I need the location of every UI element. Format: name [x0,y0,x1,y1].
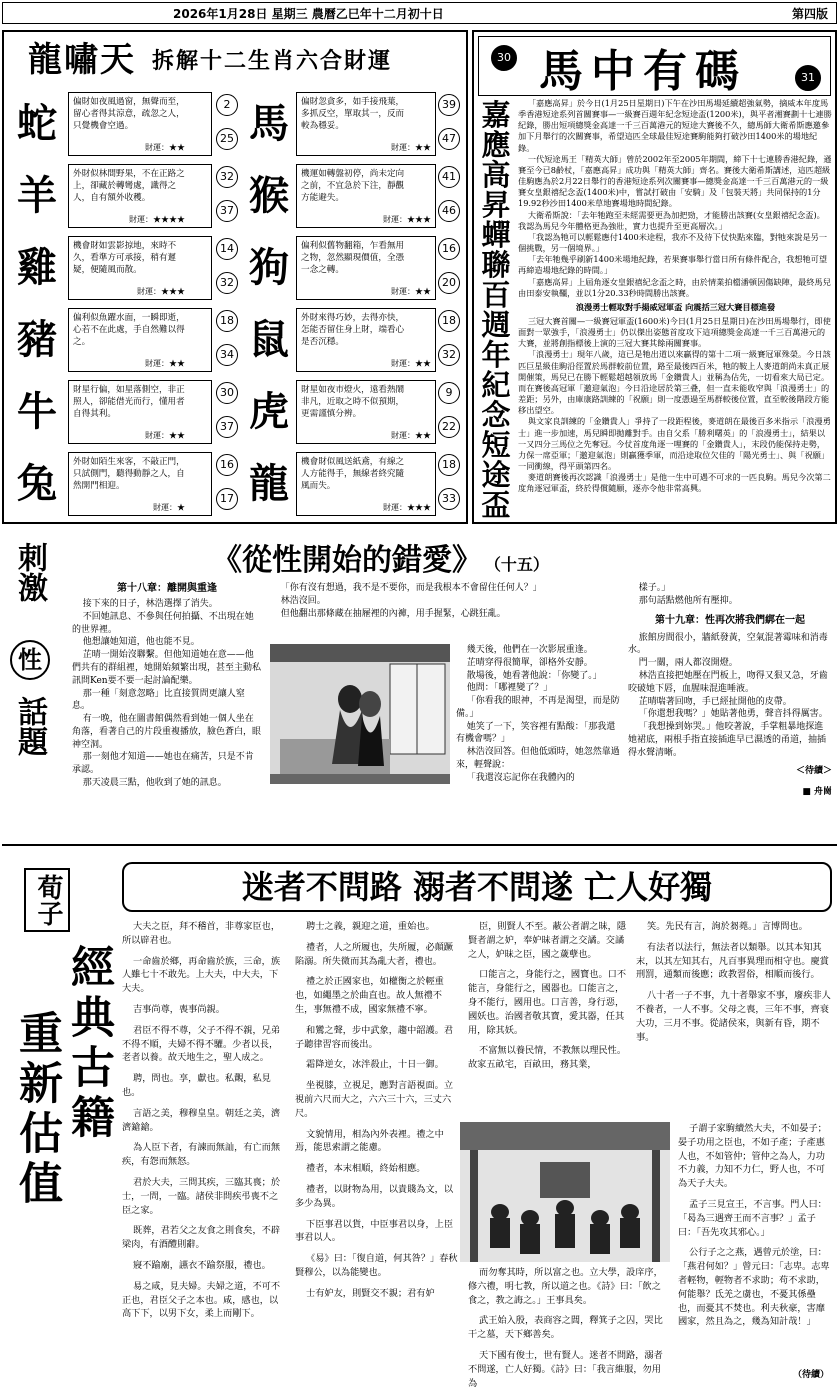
classic-paragraph: 聘士之義，親迎之道，重始也。 [306,921,435,932]
lucky-number: 30 [216,382,238,404]
fortune-text: 機會財如雲影掠地，來時不久，看準方可承接，稍有遲疑，便隨風而散。 [73,241,177,276]
lucky-number: 18 [438,454,460,476]
novel-paragraph: 「你還想我嗎？」她貼著他勇，聲音抖得厲害。 [638,709,828,720]
zodiac-box-left [68,308,212,372]
novel-paragraph: 有一晚，他在圖書館偶然看到她一個人坐在角落，看著自己的片段重複播放，臉色蒼白，眼神空洞。 [72,714,262,750]
zodiac-box-left [68,236,212,300]
zodiac-sign-left: 兔 [17,460,57,507]
chapter-18-heading: 第十八章：離開與重逢 [117,583,217,594]
lucky-number: 2 [216,94,238,116]
zodiac-subtitle: 拆解十二生肖六合財運 [152,48,393,74]
fortune-stars: 財運：★★★★ [129,214,185,224]
racing-section [472,30,837,524]
zodiac-box-right [296,92,436,156]
classics-illustration [460,1122,670,1262]
lucky-number: 17 [216,488,238,510]
novel-side-title [8,536,58,836]
lucky-number: 18 [216,310,238,332]
zodiac-section [2,30,468,524]
lucky-number: 14 [216,238,238,260]
novel-paragraph: 「我想操到妳哭。」他咬著說，手掌粗暴地探進她裙底，兩根手指直接插進早已濕透的甬道，抽插得水聲清晰。 [628,722,827,758]
article-paragraph: 三冠大賽首關—一級賽冠軍盃(1600米)今日(1月25日星期日)在沙田馬場舉行，即使面對一眾強手，「浪漫勇士」仍以傑出姿態首度攻下這項總獎金高達一千三百萬港元的大賽，並將創指標後上演的三冠大賽其餘兩關賽事。 [518,315,831,349]
classics-pending: （待續） [792,1370,829,1381]
classic-paragraph: 言語之美，穆穆皇皇。朝廷之美，濟濟鎗鎗。 [122,1107,281,1133]
classic-paragraph: 一命齒於鄉，再命齒於族，三命，族人雖七十不敢先。上大夫，中大夫，下大夫。 [122,955,281,995]
novel-paragraph: 門一關，兩人都沒開燈。 [638,658,738,669]
fortune-stars: 財運：★★★ [137,286,185,296]
zodiac-sign-right: 猴 [249,172,289,219]
fortune-text: 財星行偏，如星落側空，非正照人，卻能借光而行，懂用者自得其利。 [73,385,185,420]
zodiac-sign-left: 牛 [17,388,57,435]
classic-paragraph: 禮者，以財物為用，以貴賤為文，以多少為異。 [295,1183,454,1209]
fortune-stars: 財運：★★★ [383,502,431,512]
novel-paragraph: 「我還沒忘記你在我體內的 [466,772,575,783]
novel-paragraph: 那一刻他才知道——她也在痛苦，只是不肯承認。 [72,752,254,776]
fortune-stars: 財運：★★ [145,430,185,440]
novel-paragraph: 「你看我的眼神，不再是渴望，而是防備。」 [456,696,620,719]
fortune-stars: 財運：★ [153,502,185,512]
classic-paragraph: 臣，則賢人不至。蔽公者謂之昧，隱賢者謂之妒，奉妒昧者謂之交譎。交譎之人，妒昧之臣，國之薉孽也。 [468,921,627,960]
racing-brand: 馬中有碼 [539,46,747,97]
novel-illustration [270,644,450,784]
classic-paragraph: 霜降逆女，冰泮殺止，十日一御。 [306,1059,444,1071]
racing-vertical-title [476,100,516,520]
novel-section [2,530,837,846]
fortune-text: 外財來得巧妙，去得亦快，怎能否留住身上財，端看心是否沉穩。 [301,313,405,348]
zodiac-sign-left: 羊 [17,172,57,219]
novel-paragraph: 但他翻出那條藏在抽屜裡的內褲，用手握緊，心跳狂亂。 [280,608,506,619]
classic-paragraph: 和鸞之聲，步中武象，趨中韶護。君子聽律習容而後出。 [295,1024,454,1050]
classic-paragraph: 禮之於正國家也，如權衡之於輕重也，如繩墨之於曲直也。故人無禮不生，事無禮不成，國家無禮不寧。 [295,976,444,1015]
zodiac-box-right [296,308,436,372]
zodiac-box-left [68,452,212,516]
classic-paragraph: 《易》曰：「復自道，何其咎？」春秋賢穆公，以為能變也。 [295,1253,458,1278]
lucky-number: 46 [438,200,460,222]
lucky-number: 37 [216,416,238,438]
article-paragraph: 「我認為牠可以輕鬆應付1400米途程，我亦不及待下仗快點來臨，對牠來說是另一個挑戰，另一個境界。」 [518,231,828,254]
novel-paragraph: 旅館房間很小，牆紙發黃，空氣混著霉味和消毒水。 [628,632,828,656]
novel-paragraph: 林浩直接把她壓在門板上，吻得又狠又急，牙齒咬破她下唇，血腥味混進唾液。 [628,671,828,694]
lucky-number: 20 [438,272,460,294]
classic-paragraph: 口能言之，身能行之，國寶也。口不能言，身能行之，國器也。口能言之，身不能行，國用也。口言善，身行惡，國妖也。治國者敬其寶，愛其器，任其用，除其妖。 [468,969,627,1036]
novel-paragraph: 散場後，她看著他說：「你變了。」 [466,670,602,681]
zodiac-box-left [68,92,212,156]
classics-series-1: 經典古籍 [63,944,114,1144]
lucky-number: 33 [438,488,460,510]
classics-col-3 [468,920,628,1072]
novel-title-text: 《從性開始的錯愛》 [212,543,482,578]
lucky-number: 16 [438,238,460,260]
chapter-19-heading: 第十九章：性再次將我們綁在一起 [655,614,805,626]
racing-article [518,98,833,522]
classic-paragraph: 武王始入殷，表商容之閭，釋箕子之囚，哭比干之墓，天下鄉善矣。 [468,1315,663,1341]
lucky-number: 47 [438,128,460,150]
fortune-text: 偏財如夜風過窗，無聲而至，留心者得其涼意，疏忽之人，只覺機會空過。 [73,97,185,132]
article-paragraph: 「去年牠幾乎刷新1400米場地紀錄，若果賽事舉行當日所有條件配合，我想牠可望再締造場地紀錄的時間。」 [518,254,828,276]
fortune-stars: 財運：★★ [391,142,431,152]
novel-paragraph: 他想讓她知道，他也能不見。 [82,637,200,648]
classics-section [2,852,837,1389]
fortune-stars: 財運：★★ [145,358,185,368]
side-title-bottom: 話題 [12,696,47,756]
classics-series-2: 重新估值 [11,1010,62,1210]
classic-paragraph: 易之咸，見夫婦。夫婦之道，不可不正也，君臣父子之本也。咸，感也，以高下下，以男下女，柔上而剛下。 [122,1280,281,1320]
classic-paragraph: 既葬，君若父之友食之則食矣，不辟梁肉，有酒醴則辭。 [122,1225,281,1251]
classic-paragraph: 不富無以養民情，不教無以理民性。故家五畝宅，百畝田，務其業， [468,1045,627,1071]
lucky-number: 32 [216,272,238,294]
racing-banner [478,36,831,96]
zodiac-box-right [296,380,436,444]
novel-col-1 [72,582,262,840]
novel-paragraph: 芷晴穿得很簡單，卻格外安靜。 [466,657,593,668]
header-date: 2026年1月28日 星期三 農曆乙巳年十二月初十日 [173,7,444,21]
racing-title: 嘉 應 高 昇 蟬 聯 百 週 年 紀 念 短 途 盃 [481,98,511,522]
lucky-number: 34 [216,344,238,366]
zodiac-sign-right: 馬 [249,100,289,147]
zodiac-box-right [296,164,436,228]
article-paragraph: 「嘉應高昇」上屆角逐女皇銀禧紀念盃之時，由於情業拍檔潘頓因傷缺陣，最終馬兒由田泰安執韁，並以1分20.33秒時間勝出該賽。 [518,276,831,298]
novel-pending: ＜待續＞ [795,766,832,777]
zodiac-sign-right: 狗 [249,244,289,291]
novel-paragraph: 接下來的日子，林浩選擇了消失。 [82,599,218,610]
lucky-number: 22 [438,416,460,438]
fortune-stars: 財運：★★ [391,430,431,440]
novel-paragraph: 芷晴一開始沒聯繫。但他知道她在意——他們共有的群組裡，她開始頻繁出現，甚至主動私訊問Ken要不要一起討論配樂。 [72,650,262,686]
lucky-number: 39 [438,94,460,116]
fortune-text: 財星如夜市燈火，遠看熱鬧非凡，近取之時不似預期，更需謹慎分辨。 [301,385,405,420]
novel-paragraph: 林浩沒回答。但他低頭時，她忽然靠過來，輕聲說： [456,747,620,770]
classic-paragraph: 八十者一子不事，九十者舉家不事，廢疾非人不養者，一人不事。父母之喪，三年不事，齊衰大功，三月不事。從諸侯來，與新有昏，期不事。 [636,990,831,1043]
fortune-stars: 財運：★★ [145,142,185,152]
zodiac-box-right [296,452,436,516]
classic-paragraph: 吉事尚尊，喪事尚親。 [133,1003,225,1015]
novel-paragraph: 那天凌晨三點，他收到了她的訊息。 [82,777,227,788]
classic-paragraph: 為人臣下者，有諫而無訕，有亡而無疾，有怨而無怒。 [122,1142,281,1168]
article-paragraph: 「嘉應高昇」於今日(1月25日星期日)下午在沙田馬場延續超強氣勢，摘威本年度馬季香港短途系列首關賽事—一級賽百週年紀念短途盃(1200米)，與平者湘賽劃十七連勝紀錄，勝出短項總獎金高達一千三百萬港元的短途大賽後不久，總馬師大衛希斯應邀參加下月舉行的次關賽事，希望這匹全球最佳短途賽駒能夠打破沙田1400米的場地紀錄。 [518,98,832,153]
fortune-stars: 財運：★★ [391,358,431,368]
classic-paragraph: 下臣事君以貨，中臣事君以身，上臣事君以人。 [295,1218,454,1244]
novel-paragraph: 樣子。」 [638,583,671,593]
zodiac-grid [8,88,464,520]
classic-paragraph: 文貌情用，相為內外表裡。禮之中焉，能思索謂之能慮。 [295,1128,444,1154]
novel-paragraph: 不回她訊息、不參與任何拍攝、不出現在她的世界裡。 [72,611,254,635]
lucky-number: 41 [438,166,460,188]
classic-paragraph: 君於大夫，三問其疾，三臨其喪；於士，一問，一臨。諸侯非問疾弔喪不之臣之家。 [122,1176,281,1216]
zodiac-box-right [296,236,436,300]
page-header [2,2,837,24]
fortune-stars: 財運：★★★ [383,214,431,224]
classic-paragraph: 士有妒友，則賢交不親；君有妒 [306,1287,435,1299]
novel-paragraph: 那句話點燃他所有壓抑。 [638,595,738,606]
badge-30: 30 [491,45,517,71]
classic-paragraph: 坐視膝，立視足，應對言語視面。立視前六尺而大之，六六三十六，三丈六尺。 [295,1080,454,1119]
zodiac-sign-right: 虎 [249,388,289,435]
zodiac-sign-left: 雞 [17,244,57,291]
lucky-number: 9 [438,382,460,404]
classic-paragraph: 而勿奪其時，所以富之也。立大學，設庠序，修六禮，明七教，所以道之也。《詩》曰：「飲之食之，教之誨之。」王事具矣。 [468,1267,663,1306]
novel-paragraph: 芷晴喘著回吻，手已經扯開他的皮帶。 [638,696,792,707]
classic-paragraph: 孟子三見宣王，不言事。門人曰：「曷為三遇齊王而不言事？」孟子曰：「吾先攻其邪心。」 [678,1198,827,1238]
classic-paragraph: 公行子之之燕，遇曾元於塗，曰：「燕君何如？」曾元曰：「志卑。志卑者輕物，輕物者不求助；苟不求助，何能舉？氐羌之虜也，不憂其係壘也，而憂其不焚也。利夫秋豪，害靡國家，然且為之，幾為知計哉！」 [678,1247,830,1328]
side-title-top: 刺激 [12,542,47,602]
novel-paragraph: 林浩沒回。 [280,595,326,606]
side-title-mid: 性 [10,640,50,680]
classic-paragraph: 天下國有俊士，世有賢人。迷者不問路，溺者不問遂，亡人好獨。《詩》曰：「我言維服，勿用為 [468,1349,663,1389]
article-paragraph: 「浪漫勇士」現年八歲，這已是牠出道以來贏得的第十二項一級賽冠軍殊榮。今日該匹巨星級佳駒沿徑置於馬群較前位置，路至最後四百米，牠的鞍上人麥道朗尚未真正展開催策，馬兒已在勝下輕鬆超越領放馬「金鑽貴人」並稱為佔先，一切看來大局已定。而在賽後高冠軍「邀迎氣泡」今日沿途居於第三叠，但一直未能收窄與「浪漫勇士」的差距；另外，由庫康路訓練的「祝願」則一度憑過至馬群較後位置，直至較後階段方能移出望空。 [518,349,831,416]
novel-paragraph: 她笑了一下，笑容裡有點酸：「那我還有機會嗎？」 [456,721,616,745]
novel-author: ■ 舟崗 [802,787,832,798]
lucky-number: 18 [438,310,460,332]
article-paragraph: 麥道朗賽後再次認識「浪漫勇士」是他一生中可遇不可求的一匹良駒。馬兒今次第二度角逐冠軍盃，終於得償隨願，逐亦令他非常高興。 [518,472,831,494]
novel-col-2 [270,582,620,840]
zodiac-box-left [68,380,212,444]
fortune-text: 機運如轉盤初停，尚未定向之前，不宜急於下注，靜觀方能避失。 [301,169,405,204]
fortune-text: 外財如陌生來客，不敲正門，只試側門，聽得動靜之人，自然開門相迎。 [73,457,185,492]
zodiac-sign-left: 蛇 [17,100,57,147]
fortune-text: 外財似林間野果，不在正路之上，卻藏於轉彎處，識得之人，自有額外收穫。 [73,169,185,204]
zodiac-title: 龍嘯天 [28,40,136,80]
novel-title [212,540,692,580]
article-paragraph: 大衛希斯說：「去年牠跑至未經需要更為加把勁，才能勝出該賽(女皇銀禧紀念盃)。我認為馬兒今年體格更為強壯，實力也提升至更高層次。」 [518,209,825,231]
lucky-number: 16 [216,454,238,476]
zodiac-sign-left: 豬 [17,316,57,363]
lucky-number: 32 [438,344,460,366]
novel-paragraph: 「你有沒有想過，我不是不要你，而是我根本不會留住任何人？」 [280,583,542,593]
classic-paragraph: 禮者，本末相順，終始相應。 [306,1163,426,1175]
classic-paragraph: 寢不踰廟，讌衣不踰祭服，禮也。 [133,1259,271,1271]
classic-paragraph: 笑。先民有言，詢於芻蕘。」言博問也。 [647,921,808,932]
novel-paragraph: 那一種「刻意忽略」比直接質問更讓人窒息。 [72,688,245,712]
novel-paragraph: 他問：「哪裡變了？」 [466,683,553,694]
zodiac-box-left [68,164,212,228]
lucky-number: 25 [216,128,238,150]
article-paragraph: 浪漫勇士輕取對手揚威冠軍盃 向震括三冠大賽目標進發 [575,301,776,312]
header-page: 第四版 [791,7,828,21]
classic-paragraph: 子謂子家駒續然大夫，不如晏子；晏子功用之臣也，不如子產；子產惠人也，不如管仲；管仲之為人，力功不力義，力知不力仁，野人也，不可為天子大夫。 [678,1123,827,1190]
classic-paragraph: 禮者，人之所履也，失所履，必顛蹶陷溺。所失微而其為亂大者，禮也。 [295,941,454,967]
fortune-text: 偏利似舊物翻箱，乍看無用之物，忽然顯現價值，全憑一念之轉。 [301,241,405,276]
fortune-stars: 財運：★★ [391,286,431,296]
classics-col-4 [636,920,832,1044]
classic-paragraph: 君臣不得不尊，父子不得不親，兄弟不得不順，夫婦不得不驩。少者以長，老者以養。故天地生之，聖人成之。 [122,1024,281,1064]
classics-author: 荀子 [24,868,70,932]
fortune-text: 機會財似風送紙鳶，有線之人方能得手，無線者終究隨風而失。 [301,457,405,492]
zodiac-sign-right: 鼠 [249,316,289,363]
classics-side [6,860,116,1380]
novel-paragraph: 幾天後，他們在一次影展重逢。 [466,645,593,655]
classics-col-4b [678,1122,832,1368]
classic-paragraph: 大夫之臣，拜不稽首，非尊家臣也，所以辟君也。 [122,921,281,946]
classic-paragraph: 有法者以法行，無法者以類舉。以其本知其末，以其左知其右，凡百事異理而相守也。慶賞刑罰，通類而後應；政教習俗，相順而後行。 [636,941,829,981]
classics-col-1 [122,920,287,1380]
lucky-number: 37 [216,200,238,222]
fortune-text: 偏利似魚躍水面，一瞬即逝，心若不在此處，手自然難以得之。 [73,313,185,348]
classic-paragraph: 聘，問也。享，獻也。私覿，私見也。 [122,1073,271,1098]
zodiac-sign-right: 龍 [249,460,289,507]
classics-col-2 [295,920,460,1380]
article-paragraph: 與文家良訓練的「金鑽貴人」爭持了一段距程後，麥道朗在最後百多米指示「浪漫勇士」進一步加速，馬兒瞬即拋離對手。由自父系「勝利曙英」的「浪漫勇士」，結果以一又四分三馬位之先奪冠。今仗首度角逐一哩賽的「金鑽貴人」，末段仍能保持走勢，力保一席亞軍；「邀迎氣泡」則贏獲季軍，而沿途取位欠佳的「陽光勇士」、與「祝願」一同衝線，得平頭第四名。 [518,416,831,471]
article-paragraph: 一代短途馬王「精英大師」曾於2002年至2005年期間，締下十七連勝香港紀錄，遜賽至今已8齡杖，「嘉應高昇」成功與「精英大師」齊名。賽後大衛希斯講述，這匹超級佳駒應為於2月22日舉行的香港短途系列次關賽事—總獎金高達一千三百萬港元的一級賽女皇銀禧紀念盃(1400米)中，嘗試打破由「安騎」及「包裝天將」共同保持的1分19.92秒沙田1400米草地賽場地時間紀錄。 [518,153,832,209]
badge-31: 31 [795,65,821,91]
fortune-text: 偏財忽貪多，如手接飛葉，多抓反空，單取其一，反而較為穩妥。 [301,97,405,132]
lucky-number: 32 [216,166,238,188]
novel-col-3 [628,582,832,840]
classics-title: 迷者不問路 溺者不問遂 亡人好獨 [122,862,832,912]
novel-part: （十五） [484,555,549,574]
classics-col-3b [468,1266,668,1389]
